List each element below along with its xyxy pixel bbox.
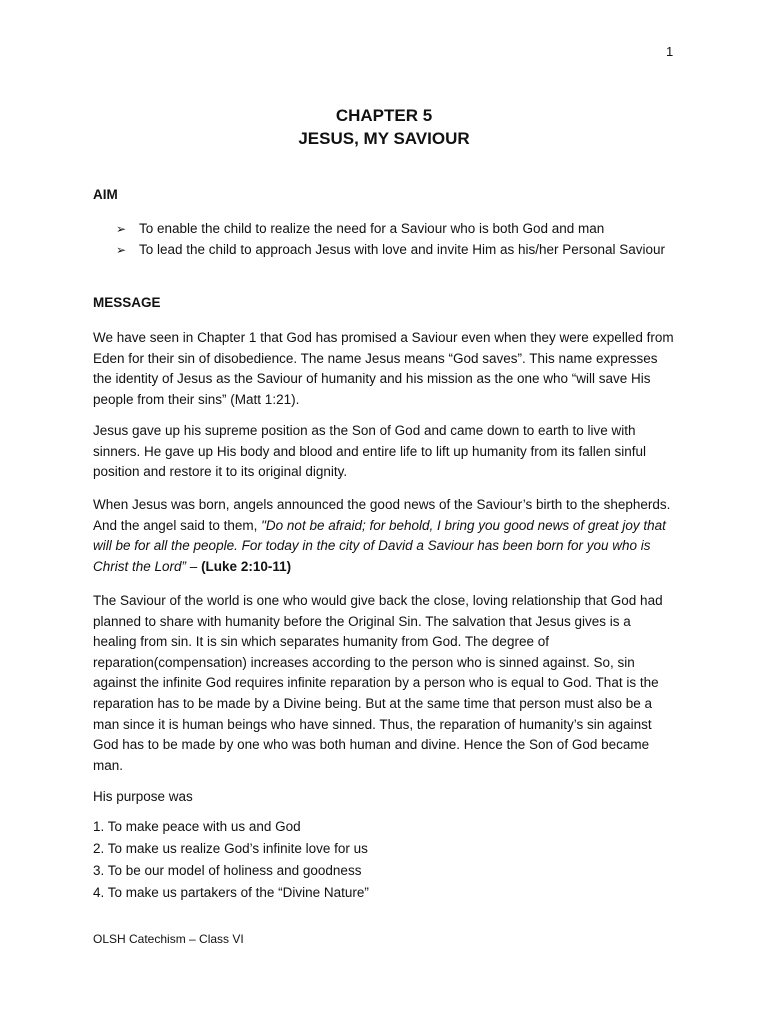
scripture-reference: (Luke 2:10-11) [201,558,292,574]
arrow-bullet-icon: ➢ [116,222,127,236]
aim-item: ➢ To enable the child to realize the need for a Saviour who is both God and man [116,219,676,240]
purpose-intro: His purpose was [93,789,193,804]
scripture-quote: "Do not be afraid; for behold, I bring you good news of great joy that will be for all the people. For today in the city of David a Saviour has been born for you who is Christ the Lord” [93,517,666,574]
paragraph-4: The Saviour of the world is one who would give back the close, loving relationship that God had planned to share with humanity before the Original Sin. The salvation that Jesus gives is a healing from sin. It is sin which separates humanity from God. The degree of reparation(compensation) increases according to the person who is sinned against. So, sin against the infinite God requires infinite reparation by a person who is equal to God. That is the reparation has to be made by a Divine being. But at the same time that person must also be a man since it is human beings who have sinned. Thus, the reparation of humanity’s sin against God has to be made by one who was both human and divine. Hence the Son of God became man. [93,593,663,773]
message-heading: MESSAGE [93,295,161,310]
purpose-item: 2. To make us realize God’s infinite love for us [93,841,368,856]
chapter-title: JESUS, MY SAVIOUR [298,129,470,148]
aim-list [116,219,676,260]
purpose-item: 4. To make us partakers of the “Divine Nature” [93,885,369,900]
aim-item: ➢ To lead the child to approach Jesus with love and invite Him as his/her Personal Saviour [116,240,676,261]
footer: OLSH Catechism – Class VI [93,932,244,946]
page-number: 1 [666,44,674,59]
purpose-item: 1. To make peace with us and God [93,819,301,834]
purpose-list [93,816,369,904]
paragraph-3: When Jesus was born, angels announced the good news of the Saviour’s birth to the shepherds. And the angel said to them, "Do not be afraid; for behold, I bring you good news of great joy that will be for all the people. For today in the city of David a Saviour has been born for you who is Christ the Lord” – (Luke 2:10-11) [93,497,671,574]
paragraph-1: We have seen in Chapter 1 that God has promised a Saviour even when they were expelled from Eden for their sin of disobedience. The name Jesus means “God saves”. This name expresses the identity of Jesus as the Saviour of humanity and his mission as the one who “will save His people from their sins” (Matt 1:21). [93,330,674,407]
purpose-item: 3. To be our model of holiness and goodness [93,863,362,878]
arrow-bullet-icon: ➢ [116,242,127,257]
paragraph-2: Jesus gave up his supreme position as the Son of God and came down to earth to live with sinners. He gave up His body and blood and entire life to lift up humanity from its fallen sinful position and restore it to its original dignity. [93,423,647,480]
chapter-heading: CHAPTER 5 [335,106,433,125]
aim-heading: AIM [93,187,118,202]
